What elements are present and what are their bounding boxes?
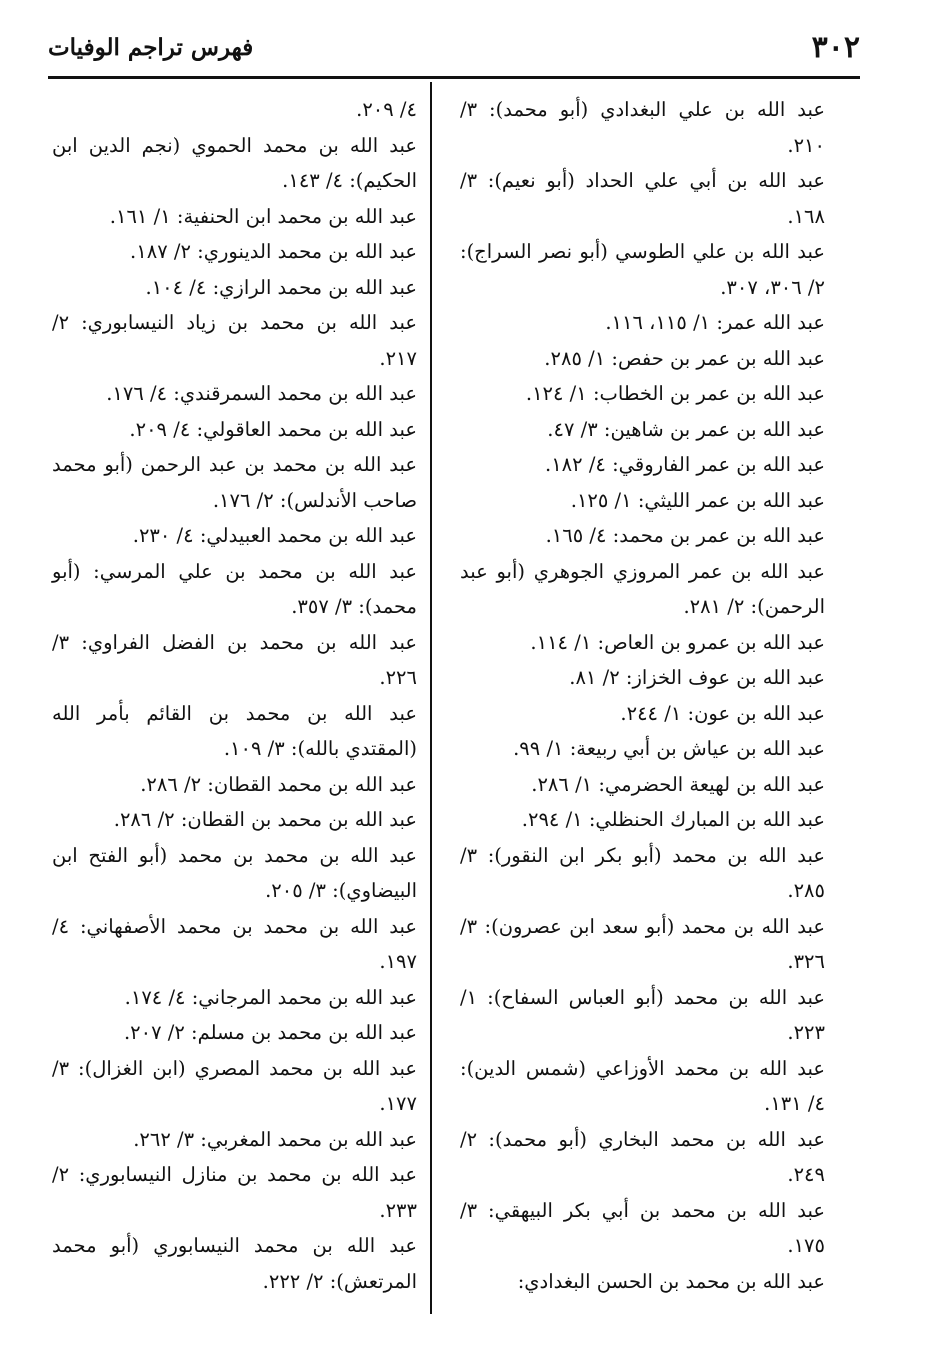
index-entry: عبد الله بن لهيعة الحضرمي: ١/ ٢٨٦.	[531, 772, 825, 796]
index-entry: عبد الله بن أبي علي الحداد (أبو نعيم): ٣/ ١٦٨.	[460, 169, 825, 228]
index-entry: عبد الله بن محمد بن منازل النيسابوري: ٢/ ٢٣٣.	[52, 1163, 417, 1222]
index-entry: عبد الله بن محمد الرازي: ٤/ ١٠٤.	[145, 275, 417, 299]
index-entry: عبد الله بن محمد بن محمد الأصفهاني: ٤/ ١٩٧.	[52, 914, 417, 973]
index-entry: عبد الله بن عمر الليثي: ١/ ١٢٥.	[570, 488, 825, 512]
index-entry: عبد الله بن عمر بن محمد: ٤/ ١٦٥.	[545, 524, 825, 547]
column-divider	[430, 82, 432, 1314]
index-entry: عبد الله بن محمد العاقولي: ٤/ ٢٠٩.	[129, 417, 417, 441]
index-entry: عبد الله بن محمد بن علي المرسي: (أبو محمد): ٣/ ٣٥٧.	[52, 559, 417, 618]
index-entry: عبد الله بن محمد الأوزاعي (شمس الدين): ٤/ ١٣١.	[460, 1056, 825, 1115]
index-entry: عبد الله بن محمد (أبو العباس السفاح): ١/ ٢٢٣.	[460, 985, 825, 1044]
index-entry: عبد الله بن محمد بن القطان: ٢/ ٢٨٦.	[113, 808, 417, 831]
index-entry: عبد الله بن عمرو بن العاص: ١/ ١١٤.	[530, 630, 825, 654]
index-entry: عبد الله بن عمر بن حفص: ١/ ٢٨٥.	[544, 346, 825, 370]
page-number: ٣٠٢	[811, 29, 860, 65]
index-entry: عبد الله بن محمد بن محمد (أبو الفتح ابن البيضاوي): ٣/ ٢٠٥.	[52, 843, 417, 902]
index-entry: عبد الله بن عون: ١/ ٢٤٤.	[620, 701, 825, 725]
index-entry: عبد الله بن محمد العبيدلي: ٤/ ٢٣٠.	[132, 524, 417, 547]
index-entry: عبد الله بن محمد (أبو سعد ابن عصرون): ٣/ ٣٢٦.	[460, 914, 825, 973]
left-column	[52, 92, 417, 1299]
index-entry: عبد الله بن عمر المروزي الجوهري (أبو عبد الرحمن): ٢/ ٢٨١.	[460, 559, 825, 618]
index-entry: عبد الله بن محمد السمرقندي: ٤/ ١٧٦.	[106, 382, 417, 405]
index-entry: عبد الله بن محمد النيسابوري (أبو محمد المرتعش): ٢/ ٢٢٢.	[52, 1234, 417, 1293]
index-entry: عبد الله بن محمد (أبو بكر ابن النقور): ٣/ ٢٨٥.	[460, 843, 825, 902]
index-entry: عبد الله بن المبارك الحنظلي: ١/ ٢٩٤.	[521, 808, 825, 831]
right-column	[460, 92, 825, 1299]
index-entry: عبد الله بن علي البغدادي (أبو محمد): ٣/ ٢١٠.	[460, 98, 825, 157]
index-entry: عبد الله بن محمد الدينوري: ٢/ ١٨٧.	[130, 240, 417, 263]
index-entry: عبد الله بن محمد المرجاني: ٤/ ١٧٤.	[124, 985, 417, 1009]
header-rule	[48, 76, 860, 79]
index-entry: عبد الله بن محمد بن عبد الرحمن (أبو محمد صاحب الأندلس): ٢/ ١٧٦.	[52, 453, 417, 512]
index-entry: عبد الله بن عياش بن أبي ربيعة: ١/ ٩٩.	[513, 737, 825, 760]
index-entry: عبد الله بن محمد بن أبي بكر البيهقي: ٣/ ١٧٥.	[460, 1198, 825, 1257]
index-entry: عبد الله بن محمد ابن الحنفية: ١/ ١٦١.	[109, 204, 417, 228]
index-entry: عبد الله بن عمر الفاروقي: ٤/ ١٨٢.	[545, 453, 825, 476]
index-entry: عبد الله بن محمد المصري (ابن الغزال): ٣/ ١٧٧.	[52, 1056, 417, 1115]
index-entry: عبد الله بن محمد بن الفضل الفراوي: ٣/ ٢٢٦.	[52, 630, 417, 689]
index-entry: عبد الله بن محمد المغربي: ٣/ ٢٦٢.	[133, 1127, 417, 1151]
index-entry: عبد الله بن محمد الحموي (نجم الدين ابن الحكيم): ٤/ ١٤٣.	[52, 133, 417, 192]
index-entry: عبد الله بن عوف الخزاز: ٢/ ٨١.	[569, 666, 825, 689]
index-entry: عبد الله بن محمد القطان: ٢/ ٢٨٦.	[140, 772, 417, 796]
index-entry: عبد الله بن عمر بن شاهين: ٣/ ٤٧.	[547, 417, 825, 441]
index-entry: عبد الله بن عمر بن الخطاب: ١/ ١٢٤.	[525, 382, 825, 405]
index-entry: عبد الله بن علي الطوسي (أبو نصر السراج): ٢/ ٣٠٦، ٣٠٧.	[460, 240, 825, 299]
index-entry: عبد الله عمر: ١/ ١١٥، ١١٦.	[605, 311, 825, 334]
index-entry: عبد الله بن محمد بن مسلم: ٢/ ٢٠٧.	[123, 1021, 417, 1044]
index-entry: عبد الله بن محمد بن الحسن البغدادي:	[517, 1269, 825, 1293]
index-entry: ٤/ ٢٠٩.	[356, 98, 417, 121]
page-header	[48, 22, 860, 72]
running-title: فهرس تراجم الوفيات	[48, 33, 254, 61]
index-entry: عبد الله بن محمد البخاري (أبو محمد): ٢/ ٢٤٩.	[460, 1127, 825, 1186]
index-entry: عبد الله بن محمد بن القائم بأمر الله (المقتدي بالله): ٣/ ١٠٩.	[52, 701, 417, 760]
index-entry: عبد الله بن محمد بن زياد النيسابوري: ٢/ ٢١٧.	[52, 311, 417, 370]
